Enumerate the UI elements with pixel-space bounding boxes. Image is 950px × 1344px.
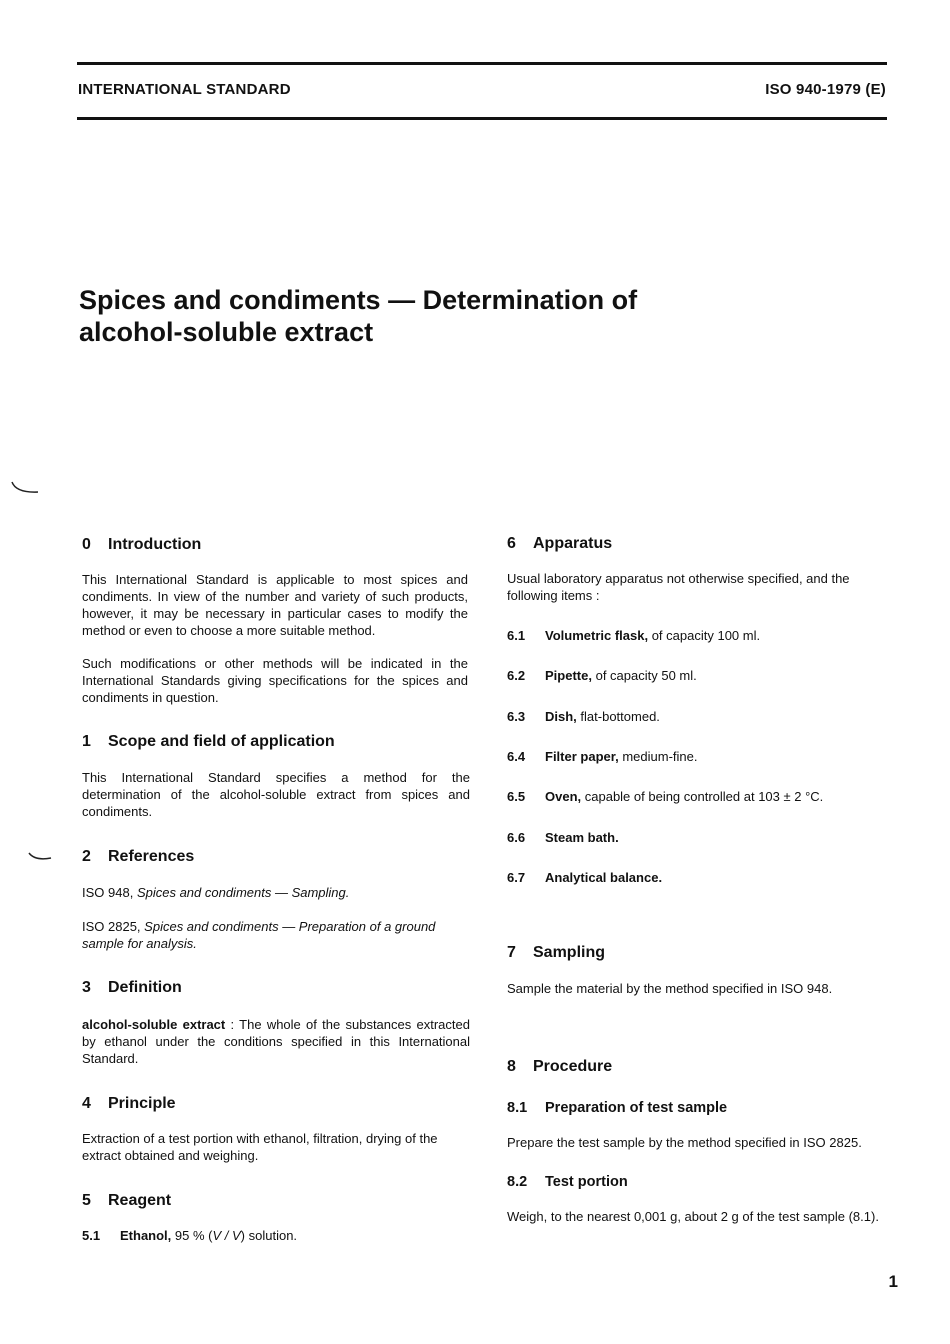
apparatus-item: 6.1 Volumetric flask, of capacity 100 ml. (507, 628, 761, 643)
apparatus-item: 6.2 Pipette, of capacity 50 ml. (507, 668, 697, 683)
introduction-paragraph-2: Such modifications or other methods will be indicated in the International Standards giving specifications for the spices and condiments in question. (82, 656, 468, 705)
scope-paragraph: This International Standard specifies a method for the determination of the alcohol-soluble extract from spices and condiments. (82, 770, 470, 819)
subsection-heading-test-portion: 8.2 Test portion (507, 1174, 628, 1190)
apparatus-item: 6.5 Oven, capable of being controlled at 103 ± 2 °C. (507, 789, 824, 804)
header-top-rule (77, 62, 887, 65)
section-heading-procedure: 8 Procedure (507, 1058, 613, 1075)
reference-iso-2825: ISO 2825, Spices and condiments — Preparation of a ground sample for analysis. (82, 919, 436, 951)
section-heading-apparatus: 6 Apparatus (507, 535, 613, 552)
apparatus-item: 6.7 Analytical balance. (507, 870, 663, 885)
title-line-1: Spices and condiments — Determination of (79, 285, 638, 315)
header-document-number: ISO 940-1979 (E) (765, 81, 886, 98)
preparation-paragraph: Prepare the test sample by the method specified in ISO 2825. (507, 1135, 862, 1150)
definition-term: alcohol-soluble extract (82, 1017, 226, 1032)
margin-mark (27, 850, 53, 864)
page-number: 1 (888, 1272, 898, 1291)
definition-paragraph: alcohol-soluble extract : The whole of the substances extracted by ethanol under the conditions specified in this International Standard. (82, 1017, 470, 1066)
section-heading-definition: 3 Definition (82, 979, 182, 996)
section-heading-principle: 4 Principle (82, 1095, 176, 1112)
margin-mark (10, 480, 40, 496)
section-heading-references: 2 References (82, 848, 195, 865)
apparatus-item: 6.6 Steam bath. (507, 830, 619, 845)
header-standard-label: INTERNATIONAL STANDARD (78, 81, 291, 98)
apparatus-item: 6.4 Filter paper, medium-fine. (507, 749, 698, 764)
header-bottom-rule (77, 117, 887, 120)
test-portion-paragraph: Weigh, to the nearest 0,001 g, about 2 g of the test sample (8.1). (507, 1209, 879, 1224)
apparatus-item: 6.3 Dish, flat-bottomed. (507, 709, 660, 724)
sampling-paragraph: Sample the material by the method specified in ISO 948. (507, 981, 833, 996)
reference-iso-948: ISO 948, Spices and condiments — Sampling. (82, 885, 350, 900)
section-heading-introduction: 0 Introduction (82, 536, 202, 553)
section-heading-sampling: 7 Sampling (507, 944, 606, 961)
reagent-item-5-1: 5.1 Ethanol, 95 % (V / V) solution. (82, 1228, 298, 1243)
title-line-2: alcohol-soluble extract (79, 317, 374, 347)
document-title (79, 284, 779, 348)
section-heading-reagent: 5 Reagent (82, 1192, 172, 1209)
section-heading-scope: 1 Scope and field of application (82, 733, 335, 750)
subsection-heading-preparation: 8.1 Preparation of test sample (507, 1100, 728, 1116)
principle-paragraph: Extraction of a test portion with ethanol, filtration, drying of the extract obtained and weighing. (82, 1131, 438, 1163)
introduction-paragraph-1: This International Standard is applicable to most spices and condiments. In view of the number and variety of such products, however, it may be necessary in particular cases to modify the method or even to choose a more suitable method. (82, 572, 468, 638)
apparatus-paragraph: Usual laboratory apparatus not otherwise specified, and the following items : (507, 571, 850, 603)
